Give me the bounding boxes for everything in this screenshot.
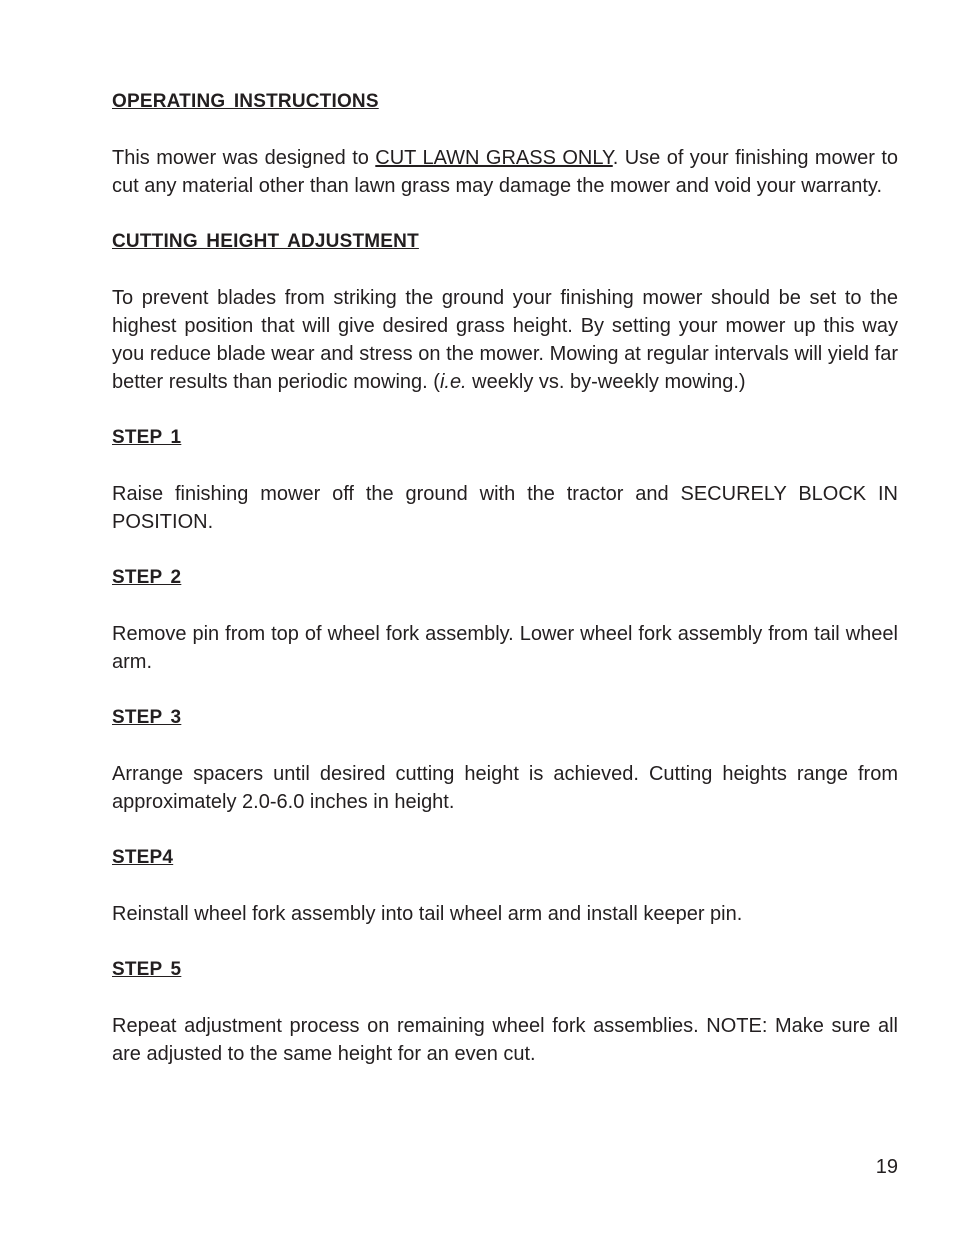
operating-instructions-paragraph xyxy=(112,144,898,200)
step-2-text: Remove pin from top of wheel fork assembly. Lower wheel fork assembly from tail wheel arm. xyxy=(112,623,898,673)
step-1-text: Raise finishing mower off the ground with the tractor and SECURELY BLOCK IN POSITION. xyxy=(112,483,898,533)
step-5-heading: STEP 5 xyxy=(112,959,182,980)
cutting-height-text-start: To prevent blades from striking the ground your finishing mower should be set to the highest position that will give desired grass height. By setting your mower up this way you reduce blade wear and stress on the mower. Mowing at regular intervals will yield far better results than periodic mowing. ( xyxy=(112,287,898,393)
step-2-heading: STEP 2 xyxy=(112,567,182,588)
step-3-heading: STEP 3 xyxy=(112,707,182,728)
operating-instructions-heading: OPERATING INSTRUCTIONS xyxy=(112,91,379,112)
step-5-text: Repeat adjustment process on remaining wheel fork assemblies. NOTE: Make sure all are adjusted to the same height for an even cut. xyxy=(112,1015,898,1065)
ie-italic: i.e. xyxy=(439,371,467,393)
cutting-height-heading: CUTTING HEIGHT ADJUSTMENT xyxy=(112,231,419,252)
document-page xyxy=(112,88,898,1096)
step-3-text: Arrange spacers until desired cutting height is achieved. Cutting heights range from approximately 2.0-6.0 inches in height. xyxy=(112,763,898,813)
step-1-heading: STEP 1 xyxy=(112,427,182,448)
operating-text-end: . Use of your finishing mower to cut any material other than lawn grass may damage the mower and void your warranty. xyxy=(112,147,899,197)
cutting-height-paragraph xyxy=(112,284,898,396)
cut-lawn-grass-only-emphasis: CUT LAWN GRASS ONLY xyxy=(375,147,613,169)
operating-text-start: This mower was designed to xyxy=(112,147,376,169)
page-number: 19 xyxy=(875,1156,898,1178)
step-4-text: Reinstall wheel fork assembly into tail wheel arm and install keeper pin. xyxy=(112,903,743,925)
step-4-heading: STEP4 xyxy=(112,847,174,868)
cutting-height-text-end: weekly vs. by-weekly mowing.) xyxy=(466,371,746,393)
